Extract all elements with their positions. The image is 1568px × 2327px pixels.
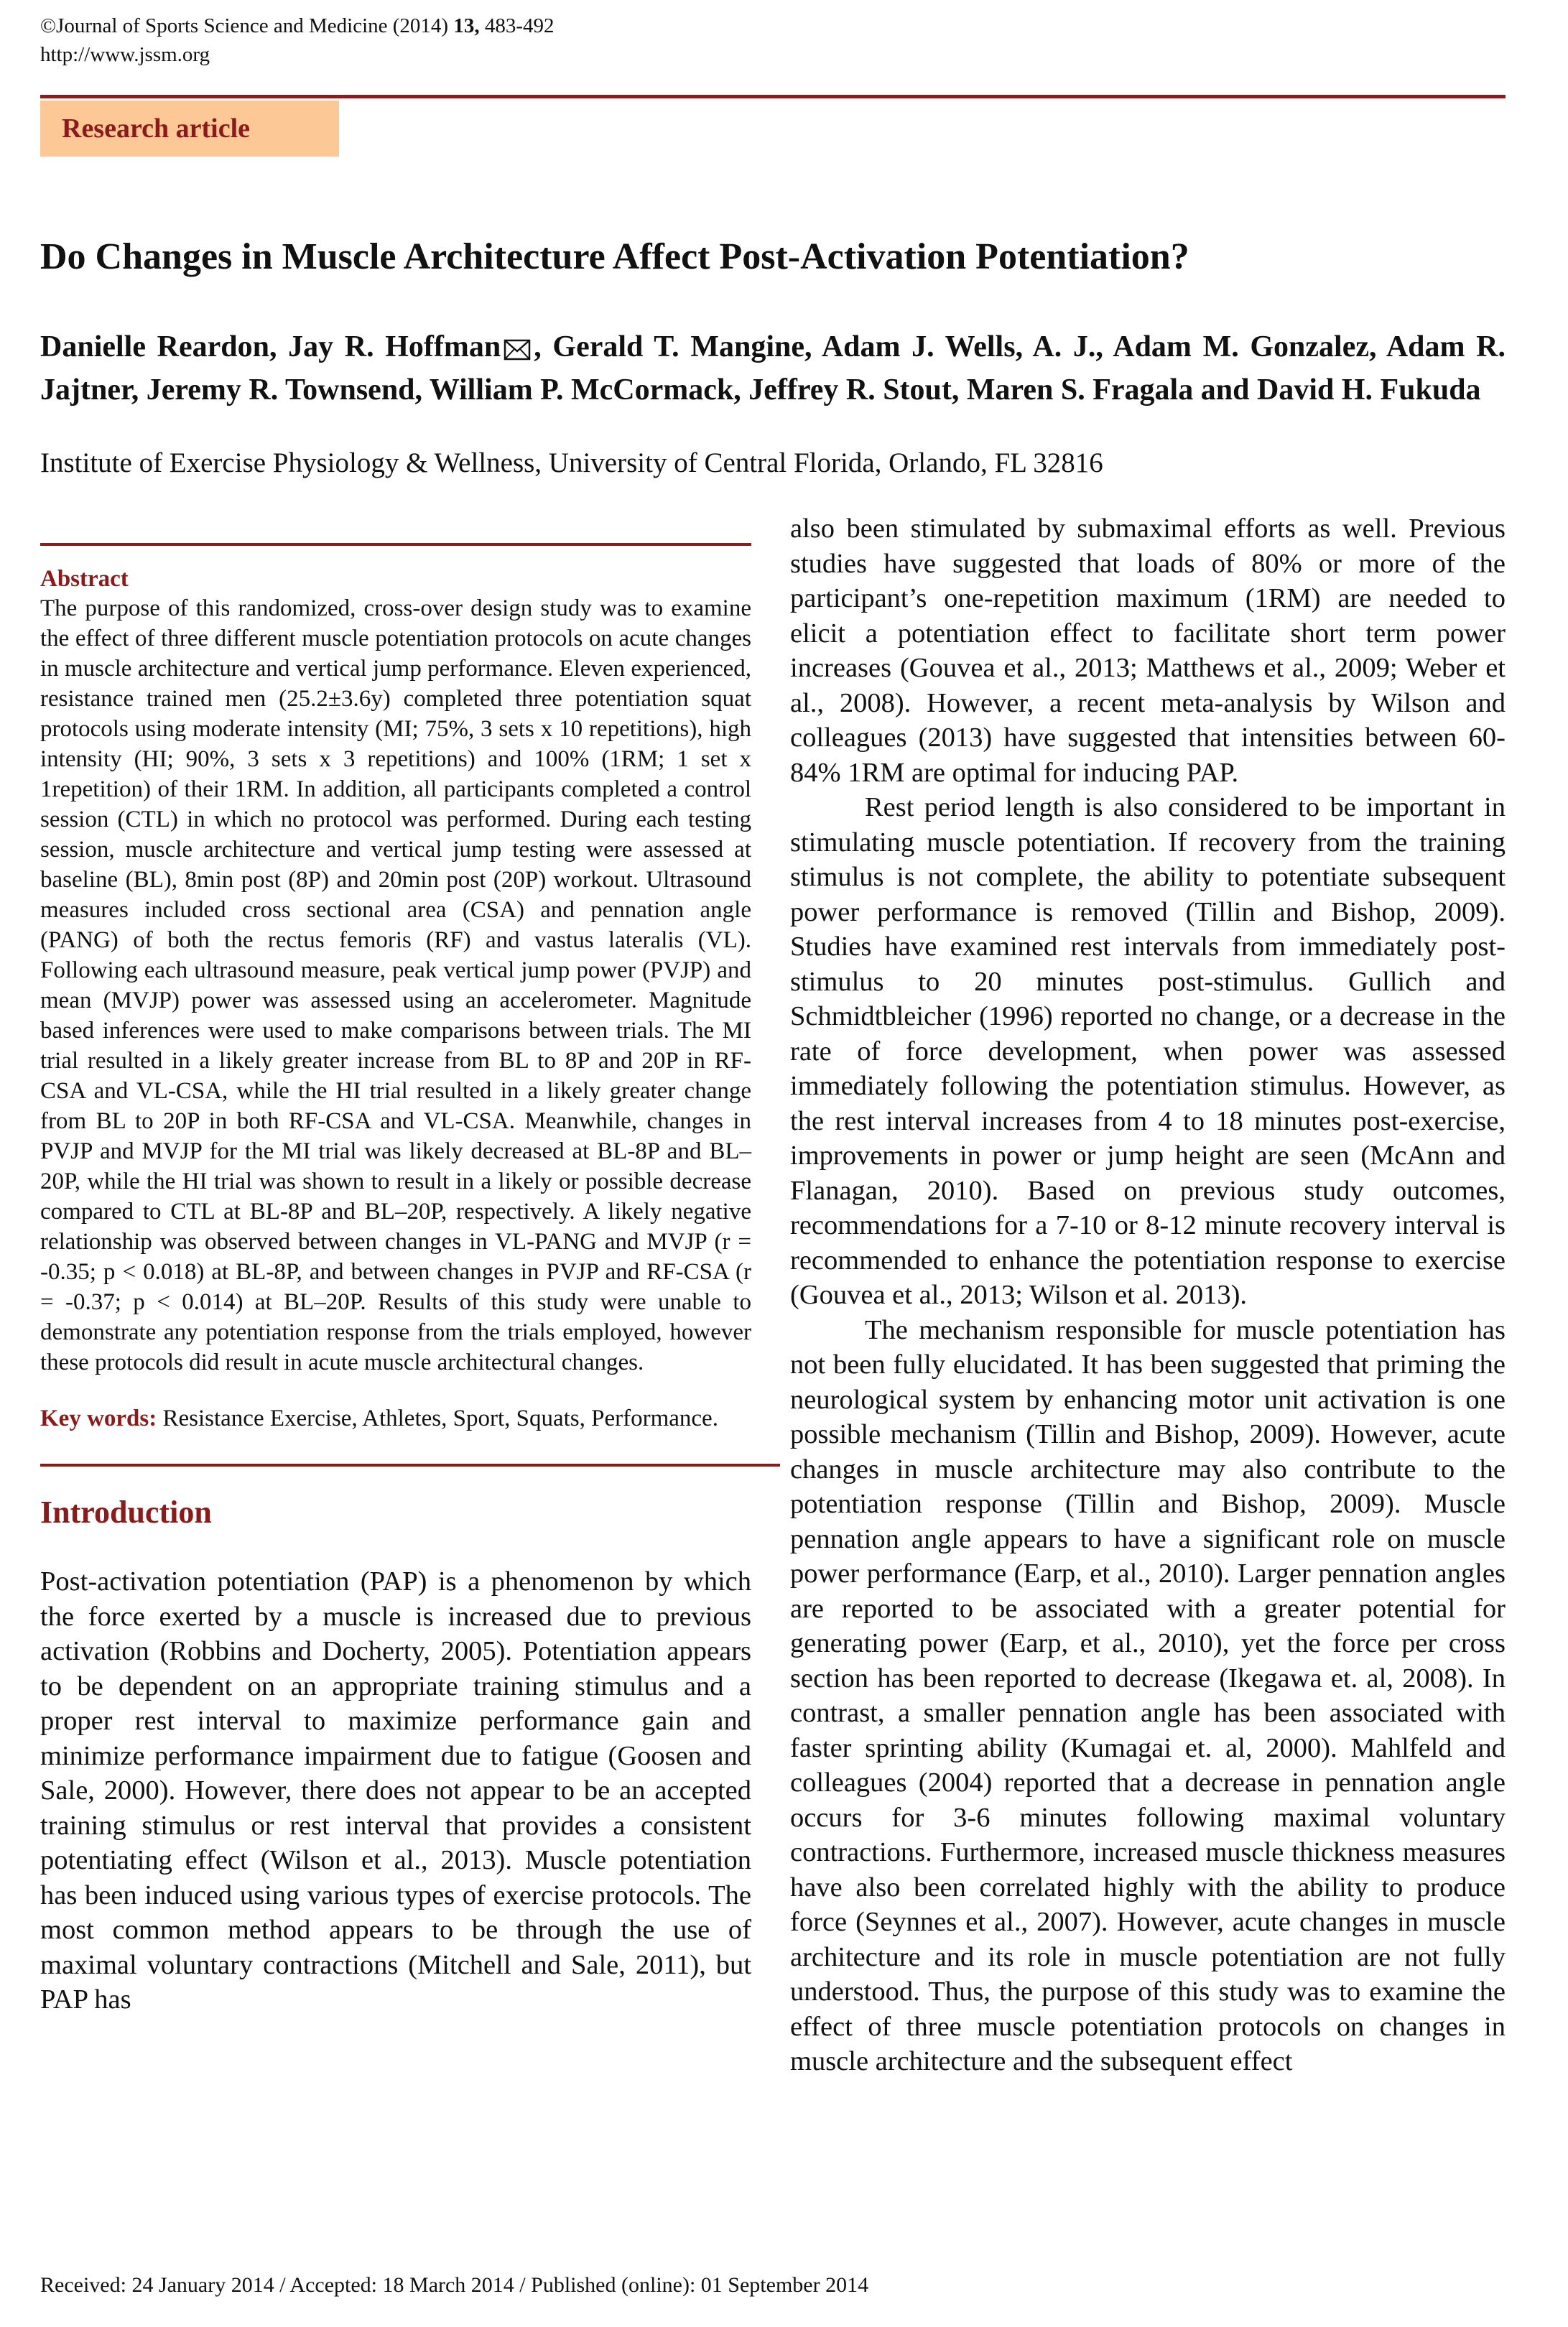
introduction-paragraph: Post-activation potentiation (PAP) is a phenomenon by which the force exerted by a muscle is increased due to previous activation (Robbins and Docherty, 2005). Potentiation appears to be dependent on an appropriate training stimulus and a proper rest interval to maximize performance gain and minimize performance impairment due to fatigue (Goosen and Sale, 2000). However, there does not appear to be an accepted training stimulus or rest interval that provides a consistent potentiating effect (Wilson et al., 2013). Muscle potentiation has been induced using various types of exercise protocols. The most common method appears to be through the use of maximal voluntary contractions (Mitchell and Sale, 2011), but PAP has <box>40 1566 751 2015</box>
keywords-text: Resistance Exercise, Athletes, Sport, Squats, Performance. <box>162 1406 718 1431</box>
header-divider <box>40 95 1506 98</box>
author-names-rest: , Gerald T. Mangine, Adam J. Wells, A. J., Adam M. Gonzalez, Adam R. Jajtner, Jeremy R. Townsend, William P. McCormack, Jeffrey R. Stout, Maren S. Fragala and David H. Fukuda <box>40 330 1506 407</box>
envelope-icon[interactable] <box>504 332 531 371</box>
abstract-heading: Abstract <box>40 566 129 592</box>
journal-pages: 483-492 <box>484 14 555 37</box>
journal-name: ©Journal of Sports Science and Medicine (2014) <box>40 14 449 37</box>
left-column <box>40 517 751 2017</box>
body-paragraph-3: The mechanism responsible for muscle potentiation has not been fully elucidated. It has been suggested that priming the neurological system by enhancing motor unit activation is one possible mechanism (Tillin and Bishop, 2009). However, acute changes in muscle architecture may also contribute to the potentiation response (Tillin and Bishop, 2009). Muscle pennation angle appears to have a significant role on muscle power performance (Earp, et al., 2010). Larger pennation angles are reported to be associated with a greater potential for generating power (Earp, et al., 2010), yet the force per cross section has been reported to decrease (Ikegawa et. al, 2008). In contrast, a smaller pennation angle has been associated with faster sprinting ability (Kumagai et. al, 2000). Mahlfeld and colleagues (2004) reported that a decrease in pennation angle occurs for 3-6 minutes following maximal voluntary contractions. Furthermore, increased muscle thickness measures have also been correlated highly with the ability to produce force (Seynnes et al., 2007). However, acute changes in muscle architecture and its role in muscle potentiation are not fully understood. Thus, the purpose of this study was to examine the effect of three muscle potentiation protocols on changes in muscle architecture and the subsequent effect <box>790 1314 1506 2076</box>
journal-url[interactable]: http://www.jssm.org <box>40 43 210 66</box>
author-names-first: Danielle Reardon, Jay R. Hoffman <box>40 330 501 363</box>
article-type-badge: Research article <box>40 101 339 157</box>
publication-dates: Received: 24 January 2014 / Accepted: 18 March 2014 / Published (online): 01 September 2014 <box>40 2273 869 2297</box>
abstract-bottom-divider <box>40 1464 780 1467</box>
affiliation: Institute of Exercise Physiology & Wellness, University of Central Florida, Orlando, FL 32816 <box>40 447 1103 478</box>
keywords-label: Key words: <box>40 1406 157 1431</box>
introduction-heading: Introduction <box>40 1495 212 1530</box>
author-list <box>40 328 1506 409</box>
abstract-top-divider <box>40 543 751 546</box>
body-paragraph-2: Rest period length is also considered to be important in stimulating muscle potentiation. If recovery from the training stimulus is not complete, the ability to potentiate subsequent power performance is removed (Tillin and Bishop, 2009). Studies have examined rest intervals from immediately post-stimulus to 20 minutes post-stimulus. Gullich and Schmidtbleicher (1996) reported no change, or a decrease in the rate of force development, when power was assessed immediately following the potentiation stimulus. However, as the rest interval increases from 4 to 18 minutes post-exercise, improvements in power or jump height are seen (McAnn and Flanagan, 2010). Based on previous study outcomes, recommendations for a 7-10 or 8-12 minute recovery interval is recommended to enhance the potentiation response to exercise (Gouvea et al., 2013; Wilson et al. 2013). <box>790 792 1506 1310</box>
journal-header <box>40 11 555 69</box>
right-column <box>790 511 1506 2079</box>
journal-citation <box>40 11 555 40</box>
keywords <box>40 1403 751 1434</box>
journal-volume: 13, <box>453 14 480 37</box>
article-title: Do Changes in Muscle Architecture Affect Post-Activation Potentiation? <box>40 236 1189 277</box>
abstract-text: The purpose of this randomized, cross-over design study was to examine the effect of three different muscle potentiation protocols on acute changes in muscle architecture and vertical jump performance. Eleven experienced, resistance trained men (25.2±3.6y) completed three potentiation squat protocols using moderate intensity (MI; 75%, 3 sets x 10 repetitions), high intensity (HI; 90%, 3 sets x 3 repetitions) and 100% (1RM; 1 set x 1repetition) of their 1RM. In addition, all participants completed a control session (CTL) in which no protocol was performed. During each testing session, muscle architecture and vertical jump testing were assessed at baseline (BL), 8min post (8P) and 20min post (20P) workout. Ultrasound measures included cross sectional area (CSA) and pennation angle (PANG) of both the rectus femoris (RF) and vastus lateralis (VL). Following each ultrasound measure, peak vertical jump power (PVJP) and mean (MVJP) power was assessed using an accelerometer. Magnitude based inferences were used to make comparisons between trials. The MI trial resulted in a likely greater increase from BL to 8P and 20P in RF-CSA and VL-CSA, while the HI trial resulted in a likely greater change from BL to 20P in both RF-CSA and VL-CSA. Meanwhile, changes in PVJP and MVJP for the MI trial was likely decreased at BL-8P and BL–20P, while the HI trial was shown to result in a likely or possible decrease compared to CTL at BL-8P and BL–20P, respectively. A likely negative relationship was observed between changes in VL-PANG and MVJP (r = -0.35; p < 0.018) at BL-8P, and between changes in PVJP and RF-CSA (r = -0.37; p < 0.014) at BL–20P. Results of this study were unable to demonstrate any potentiation response from the trials employed, however these protocols did result in acute muscle architectural changes. <box>40 595 751 1375</box>
body-paragraph-1: also been stimulated by submaximal efforts as well. Previous studies have suggested that loads of 80% or more of the participant’s one-repetition maximum (1RM) are needed to elicit a potentiation effect to facilitate short term power increases (Gouvea et al., 2013; Matthews et al., 2009; Weber et al., 2008). However, a recent meta-analysis by Wilson and colleagues (2013) have suggested that intensities between 60-84% 1RM are optimal for inducing PAP. <box>790 514 1506 788</box>
